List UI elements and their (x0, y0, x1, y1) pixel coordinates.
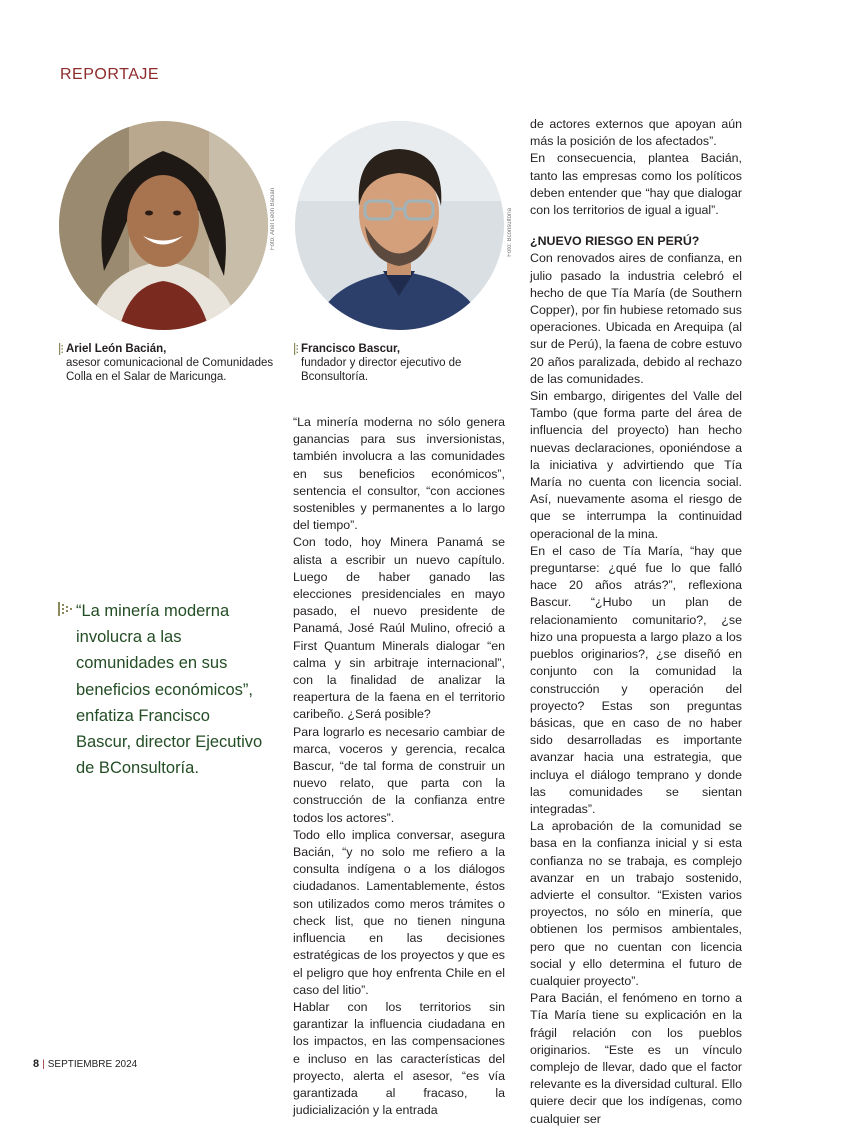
paragraph: Sin embargo, dirigentes del Valle del Tambo (que forma parte del área de influencia del proyecto) han hecho nuevas declaraciones, oponiéndose a la iniciativa y advirtiendo que Tía María no cuenta con licencia social. Así, nuevamente asoma el riesgo de que se interrumpa la continuidad operacional de la mina. (530, 389, 742, 541)
pull-quote (58, 598, 268, 781)
paragraph: Para Bacián, el fenómeno en torno a Tía María tiene su explicación en la frágil relación con los pueblos originarios. “Este es un vínculo complejo de llevar, dado que el factor relevante es la diversidad cultural. Ello quiere decir que los indígenas, como cualquier ser (530, 991, 742, 1126)
person-role: asesor comunicacional de Comunidades Colla en el Salar de Maricunga. (66, 357, 274, 383)
portrait-caption-1 (66, 342, 276, 384)
paragraph: de actores externos que apoyan aún más la posición de los afectados”. (530, 117, 742, 149)
page-footer (33, 1058, 137, 1070)
article-column-right (530, 116, 742, 1128)
photo-credit: Foto: Bconsultoría (507, 208, 513, 257)
caption-marker-icon (59, 343, 64, 355)
issue-date: SEPTIEMBRE 2024 (47, 1059, 138, 1070)
quote-marker-icon (58, 602, 72, 616)
paragraph: Para lograrlo es necesario cambiar de marca, voceros y gerencia, recalca Bascur, “de tal forma de construir un nuevo relato, que parta con la construcción de la confianza entre todos los actores”. (293, 724, 505, 825)
page-number: 8 (33, 1058, 40, 1070)
article-column-middle (293, 414, 505, 1119)
paragraph: En el caso de Tía María, “hay que preguntarse: ¿qué fue lo que falló hace 20 años atrás?”, reflexiona Bascur. “¿Hubo un plan de relacionamiento comunitario?, ¿se hizo una propuesta a largo plazo a los pueblos originarios?, ¿se diseñó en conjunto con la comunidad la construcción y operación del proyecto? Estas son preguntas básicas, que en caso de no haber sido desarrolladas es importante avanzar hacia una estrategia, que incluya el diálogo temprano y donde las comunidades se sientan integradas”. (530, 543, 742, 816)
portrait-ariel-leon-bacian (59, 121, 268, 330)
portrait-francisco-bascur (295, 121, 504, 330)
section-label: REPORTAJE (60, 66, 160, 83)
paragraph: La aprobación de la comunidad se basa en la confianza inicial y si esta confianza no se trabaja, es complejo avanzar en un trabajo sostenido, advierte el consultor. “Existen varios proyectos, no sólo en minería, que obtienen los permisos ambientales, pero que no cuentan con licencia social y ello determina el futuro de cualquier proyecto”. (530, 819, 742, 988)
person-name: Francisco Bascur, (301, 343, 401, 355)
paragraph: “La minería moderna no sólo genera ganancias para sus inversionistas, también involucra a las comunidades en sus beneficios económicos”, sentencia el consultor, “con acciones sostenibles y permanentes a lo largo del tiempo”. (293, 415, 505, 533)
person-role: fundador y director ejecutivo de Bconsultoría. (301, 357, 462, 383)
paragraph: Con renovados aires de confianza, en julio pasado la industria celebró el hecho de que Tía María (de Southern Copper), por fin hubiese retomado sus operaciones. Ubicada en Arequipa (al sur de Perú), la faena de cobre estuvo 20 años paralizada, debido al rechazo de las comunidades. (530, 251, 742, 386)
paragraph: Todo ello implica conversar, asegura Bacián, “y no solo me refiero a la consulta indígena o a los diálogos ciudadanos. Lamentablemente, éstos son utilizados como meros trámites o check list, que no tienen ninguna influencia en las decisiones estratégicas de los proyectos y que es el peligro que hoy enfrenta Chile en el caso del litio”. (293, 827, 505, 997)
caption-marker-icon (294, 343, 299, 355)
paragraph: Con todo, hoy Minera Panamá se alista a escribir un nuevo capítulo. Luego de haber ganado las elecciones presidenciales en mayo pasado, el nuevo presidente de Panamá, José Raúl Mulino, ofreció a First Quantum Minerals dialogar “en calma y sin arbitraje internacional”, con la finalidad de analizar la reapertura de la faena en el territorio caribeño. ¿Será posible? (293, 535, 505, 722)
person-name: Ariel León Bacián, (66, 343, 167, 355)
footer-separator: | (42, 1059, 45, 1070)
portrait-caption-2 (301, 342, 471, 384)
photo-credit: Foto: Ariel León Bacián (270, 188, 276, 251)
paragraph: En consecuencia, plantea Bacián, tanto las empresas como los políticos deben entender que “hay que dialogar con los territorios de igual a igual”. (530, 151, 742, 218)
section-heading: ¿NUEVO RIESGO EN PERÚ? (530, 234, 700, 249)
pull-quote-text: “La minería moderna involucra a las comunidades en sus beneficios económicos”, enfatiza Francisco Bascur, director Ejecutivo de BConsultoría. (76, 602, 263, 778)
paragraph: Hablar con los territorios sin garantizar la influencia ciudadana en los impactos, en las compensaciones e incluso en las características del proyecto, alerta el asesor, “es vía garantizada al fracaso, la judicialización y la entrada (293, 999, 505, 1118)
